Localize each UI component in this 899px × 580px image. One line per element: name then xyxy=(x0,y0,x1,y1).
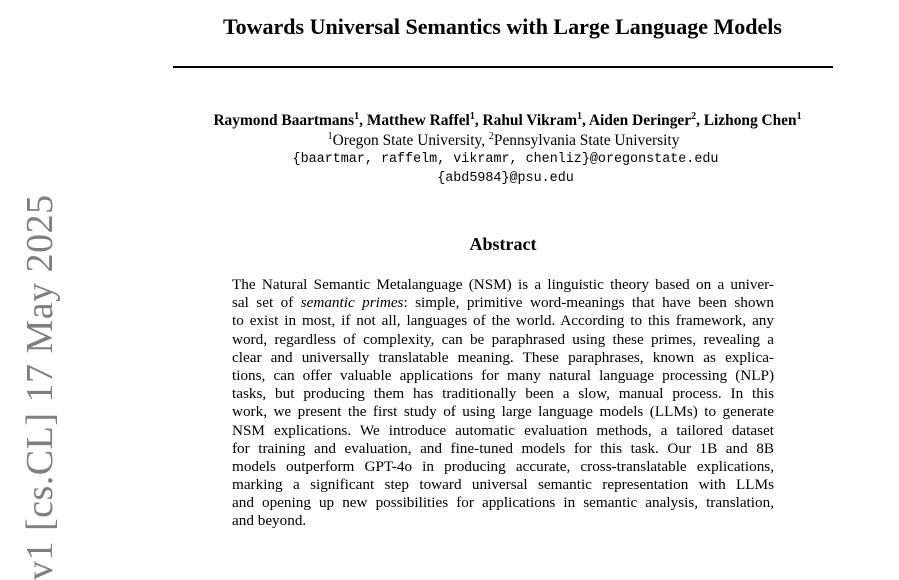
author-separator: , xyxy=(696,112,704,129)
paper-title: Towards Universal Semantics with Large Language Models xyxy=(223,14,782,39)
abstract-text: tions, can offer valuable applications for many natural language processing (NLP) xyxy=(232,366,774,384)
affiliation-mark: 2 xyxy=(488,131,494,142)
abstract-text: clear and universally translatable meaning. These paraphrases, known as explica- xyxy=(232,348,774,366)
affiliation-name: Pennsylvania State University xyxy=(493,132,680,149)
abstract-line xyxy=(232,403,774,421)
abstract-text: work, we present the first study of using large language models (LLMs) to generate xyxy=(232,403,774,421)
abstract-text: and opening up new possibilities for applications in semantic analysis, translation, xyxy=(232,494,774,512)
author-name: Lizhong Chen xyxy=(703,112,797,129)
abstract-line xyxy=(232,476,774,494)
abstract-line xyxy=(232,458,774,476)
abstract-line xyxy=(232,440,774,458)
arxiv-margin-identifier: v1 [cs.CL] 17 May 2025 xyxy=(19,194,61,580)
author-affiliation-mark: 1 xyxy=(577,111,583,122)
abstract-text: : simple, primitive word-meanings that have been shown xyxy=(403,294,774,312)
abstract-line xyxy=(232,422,774,440)
email-line-psu: {abd5984}@psu.edu xyxy=(437,171,574,186)
abstract-text: The Natural Semantic Metalanguage (NSM) is a linguistic theory based on a univer- xyxy=(232,276,774,293)
author-name: Raymond Baartmans xyxy=(213,112,355,129)
abstract-text: marking a significant step toward universal semantic representation with LLMs xyxy=(232,476,774,494)
abstract-line xyxy=(232,294,774,312)
abstract-line xyxy=(232,312,774,330)
title-rule xyxy=(173,66,833,68)
abstract-text: to exist in most, if not all, languages of the world. According to this framework, any xyxy=(232,312,774,330)
author-affiliation-mark: 1 xyxy=(796,111,802,122)
abstract-line xyxy=(232,367,774,385)
author-affiliation-mark: 2 xyxy=(691,111,697,122)
author-affiliation-mark: 1 xyxy=(354,111,360,122)
abstract-line xyxy=(232,385,774,403)
abstract-line xyxy=(232,494,774,512)
abstract-line xyxy=(232,512,774,530)
abstract-emphasis: semantic primes xyxy=(300,294,404,312)
abstract-heading: Abstract xyxy=(469,234,537,254)
author-name: Matthew Raffel xyxy=(366,112,470,129)
abstract-body xyxy=(232,276,774,531)
affiliation-line xyxy=(0,132,899,150)
author-name: Aiden Deringer xyxy=(588,112,692,129)
abstract-text: models outperform GPT-4o in producing accurate, cross-translatable explications, xyxy=(232,457,774,475)
abstract-text: sal set of xyxy=(232,294,301,312)
author-affiliation-mark: 1 xyxy=(469,111,475,122)
abstract-text: NSM explications. We introduce automatic evaluation methods, a tailored dataset xyxy=(232,421,774,439)
author-separator: , xyxy=(359,112,367,129)
email-line-oregonstate: {baartmar, raffelm, vikramr, chenliz}@oregonstate.edu xyxy=(292,152,719,167)
abstract-text: for training and evaluation, and fine-tuned models for this task. Our 1B and 8B xyxy=(232,439,774,457)
abstract-text: tasks, but producing them has traditionally been a slow, manual process. In this xyxy=(232,385,774,403)
author-name: Rahul Vikram xyxy=(482,112,578,129)
abstract-line xyxy=(232,276,774,294)
author-list xyxy=(0,112,899,130)
abstract-text: word, regardless of complexity, can be paraphrased using these primes, revealing a xyxy=(232,330,774,348)
abstract-line xyxy=(232,331,774,349)
abstract-line xyxy=(232,349,774,367)
affiliation-mark: 1 xyxy=(327,131,333,142)
affiliation-separator: , xyxy=(481,132,489,149)
abstract-text: and beyond. xyxy=(232,512,307,530)
affiliation-name: Oregon State University xyxy=(332,132,482,149)
author-separator: , xyxy=(474,112,483,129)
author-separator: , xyxy=(582,112,589,129)
